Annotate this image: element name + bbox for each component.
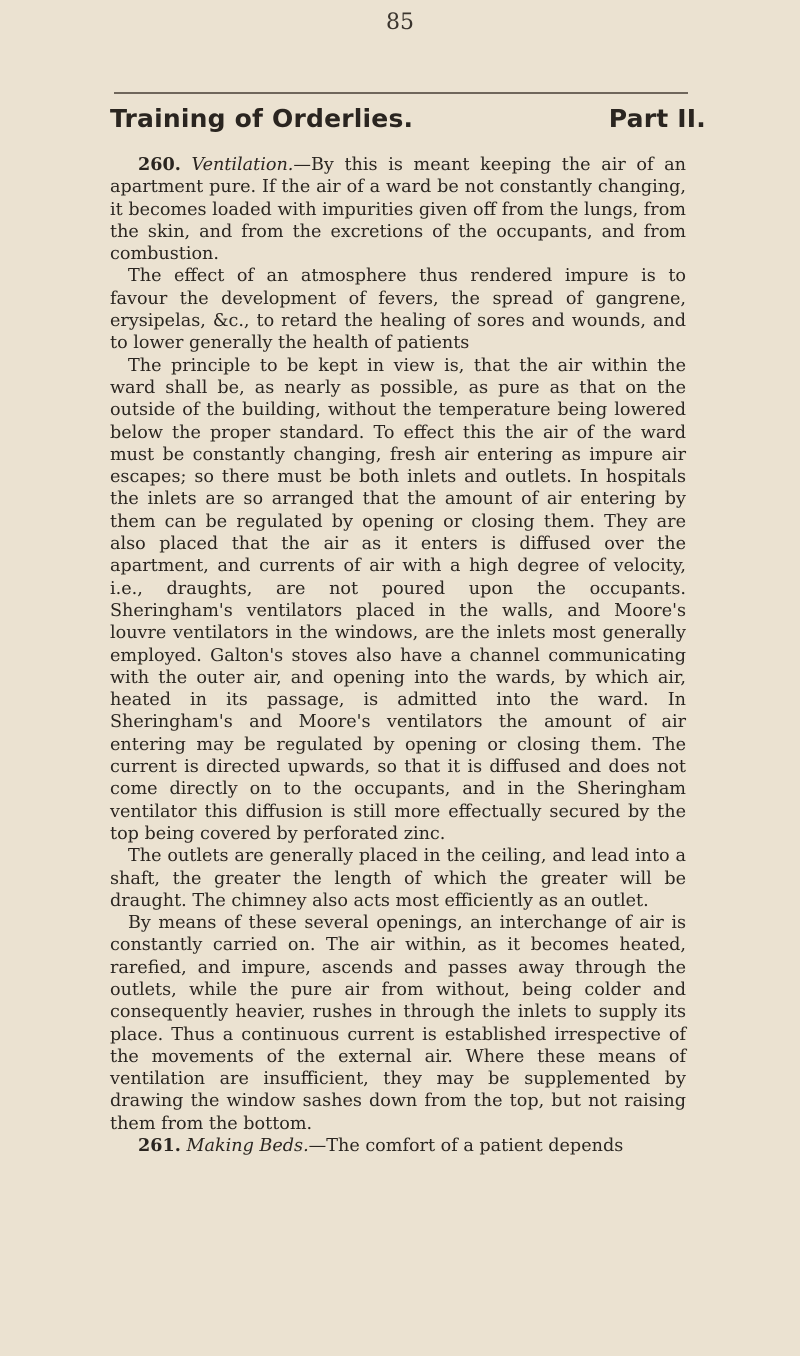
body-text bbox=[110, 154, 686, 1157]
running-head-title: Training of Orderlies. bbox=[110, 104, 414, 133]
paragraph-text: By means of these several openings, an interchange of air is constantly carried on. The air within, as it becomes heated, rarefied, and impure, ascends and passes away through the outlets, while the pure air from without, being colder and consequently heavier, rushes in through the inlets to supply its place. Thus a continuous current is established irrespective of the movements of the external air. Where these means of ventilation are insufficient, they may be supplemented by drawing the window sashes down from the top, but not raising them from the bottom. bbox=[110, 913, 686, 1134]
paragraph bbox=[110, 912, 686, 1135]
section-number: 260. bbox=[138, 154, 181, 175]
paragraph bbox=[110, 355, 686, 846]
section-heading: Making Beds. bbox=[186, 1136, 309, 1157]
header-rule bbox=[114, 92, 688, 94]
running-head-part: Part II. bbox=[608, 104, 706, 133]
paragraph bbox=[110, 845, 686, 912]
section-heading: Ventilation. bbox=[191, 155, 294, 175]
paragraph-260 bbox=[110, 154, 686, 265]
paragraph-text: —By this is meant keeping the air of an apartment pure. If the air of a ward be not constantly changing, it becomes loaded with impurities given off from the lungs, from the skin, and from the excretions of the occupants, and from combustion. bbox=[110, 155, 686, 265]
page-number: 85 bbox=[386, 10, 414, 35]
paragraph-text: The principle to be kept in view is, that the air within the ward shall be, as nearly as possible, as pure as that on the outside of the building, without the temperature being lowered below the proper standard. To effect this the air of the ward must be constantly changing, fresh air entering as impure air escapes; so there must be both inlets and outlets. In hospitals the inlets are so arranged that the amount of air entering by them can be regulated by opening or closing them. They are also placed that the air as it enters is diffused over the apartment, and currents of air with a high degree of velocity, i.e., draughts, are not poured upon the occupants. Sheringham's ventilators placed in the walls, and Moore's louvre ventilators in the windows, are the inlets most generally employed. Galton's stoves also have a channel communicating with the outer air, and opening into the wards, by which air, heated in its passage, is admitted into the ward. In Sheringham's and Moore's ventilators the amount of air entering may be regulated by opening or closing them. The current is directed upwards, so that it is diffused and does not come directly on to the occupants, and in the Sheringham ventilator this diffusion is still more effectually secured by the top being covered by perforated zinc. bbox=[110, 355, 686, 844]
paragraph-text: The outlets are generally placed in the ceiling, and lead into a shaft, the greater the length of which the greater will be draught. The chimney also acts most efficiently as an outlet. bbox=[110, 846, 686, 911]
paragraph-261 bbox=[110, 1135, 686, 1157]
paragraph bbox=[110, 265, 686, 354]
paragraph-text: —The comfort of a patient depends bbox=[308, 1136, 624, 1157]
section-number: 261. bbox=[138, 1135, 181, 1157]
paragraph-text: The effect of an atmosphere thus rendered impure is to favour the development of fevers, the spread of gangrene, erysipelas, &c., to retard the healing of sores and wounds, and to lower generally the health of patients bbox=[110, 266, 686, 354]
